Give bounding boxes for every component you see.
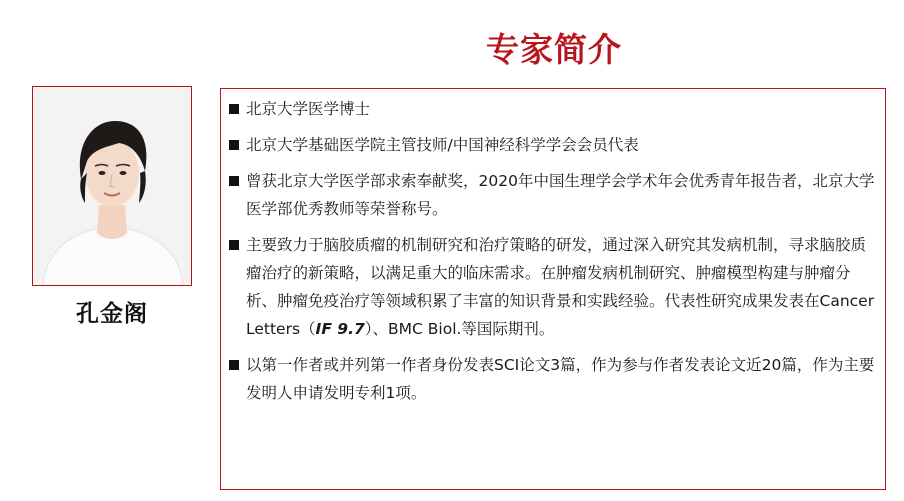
bio-item-text: 北京大学医学博士 bbox=[246, 100, 371, 118]
bio-item bbox=[229, 231, 877, 343]
bio-item bbox=[229, 167, 877, 223]
bio-item-text: 北京大学基础医学院主管技师/中国神经科学学会会员代表 bbox=[246, 136, 639, 154]
bio-item-text: 以第一作者或并列第一作者身份发表SCI论文3篇，作为参与作者发表论文近20篇，作为主要发明人申请发明专利1项。 bbox=[246, 356, 875, 402]
bio-box bbox=[220, 88, 886, 490]
bio-item bbox=[229, 95, 877, 123]
expert-name: 孔金阁 bbox=[76, 301, 148, 327]
impact-factor: IF 9.7 bbox=[315, 320, 365, 338]
bio-item bbox=[229, 131, 877, 159]
bio-item-text bbox=[246, 236, 874, 338]
bio-item-text-before: 主要致力于脑胶质瘤的机制研究和治疗策略的研发，通过深入研究其发病机制，寻求脑胶质瘤治疗的新策略，以满足重大的临床需求。在肿瘤发病机制研究、肿瘤模型构建与肿瘤分析、肿瘤免疫治疗等领域积累了丰富的知识背景和实践经验。代表性研究成果发表在Cancer Letters（ bbox=[246, 236, 875, 338]
bio-item bbox=[229, 351, 877, 407]
page-title: 专家简介 bbox=[486, 30, 622, 69]
portrait-photo-icon bbox=[33, 87, 191, 285]
portrait-photo bbox=[32, 86, 192, 286]
bio-item-text: 曾获北京大学医学部求索奉献奖，2020年中国生理学会学术年会优秀青年报告者，北京大学医学部优秀教师等荣誉称号。 bbox=[246, 172, 875, 218]
bio-item-text-after: ）、BMC Biol.等国际期刊。 bbox=[364, 320, 555, 338]
